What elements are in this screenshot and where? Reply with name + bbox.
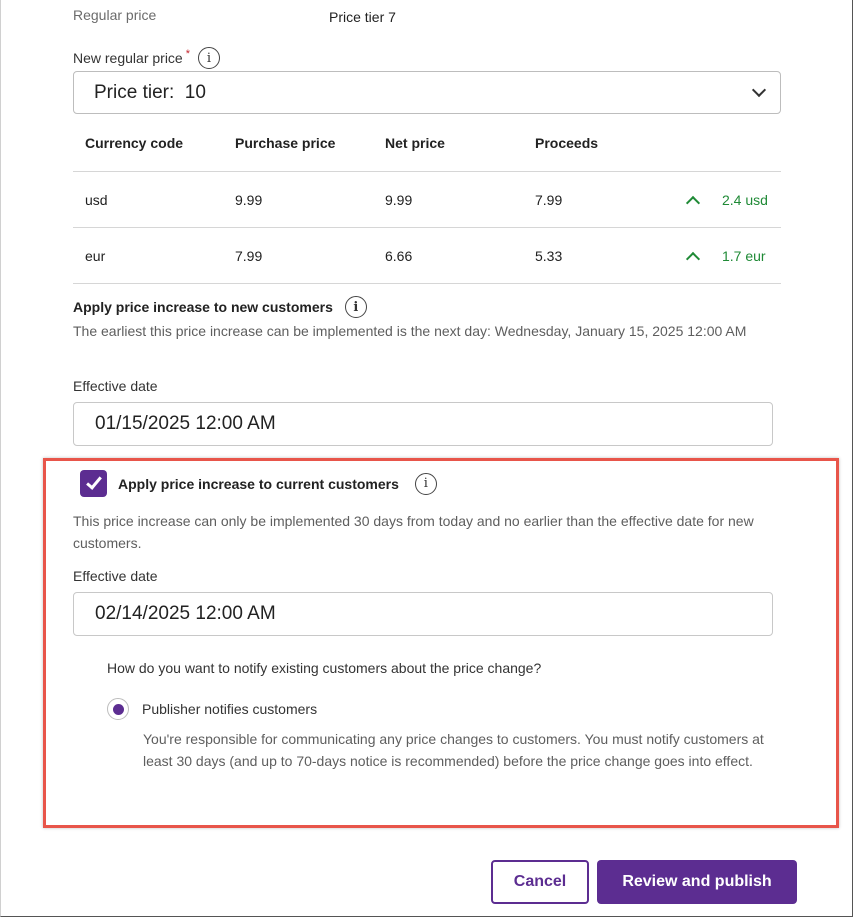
purchase-price-cell: 7.99 — [235, 247, 263, 264]
purchase-price-cell: 9.99 — [235, 191, 263, 208]
proceeds-cell: 7.99 — [535, 191, 563, 208]
effective-date-value: 02/14/2025 12:00 AM — [95, 603, 276, 624]
current-customers-checkbox[interactable] — [80, 470, 107, 497]
info-icon[interactable]: i — [345, 296, 367, 318]
net-price-cell: 6.66 — [385, 247, 413, 264]
arrow-up-icon — [686, 251, 700, 265]
info-icon[interactable]: i — [415, 473, 437, 495]
effective-date-label: Effective date — [73, 568, 158, 584]
currency-cell: eur — [85, 247, 106, 264]
publisher-notifies-radio[interactable] — [107, 698, 129, 720]
price-tier-select[interactable] — [73, 71, 781, 114]
radio-selected-dot — [113, 704, 124, 715]
currency-cell: usd — [85, 191, 108, 208]
new-customers-section-title — [73, 296, 367, 318]
notify-option-row — [107, 698, 317, 720]
price-change-cell — [688, 172, 768, 227]
table-row — [73, 172, 781, 228]
radio-option-description: You're responsible for communicating any price changes to customers. You must notify customers at least 30 days (and up to 70-days notice is recommended) before the price change goes into effect. — [143, 731, 764, 769]
column-header: Net price — [385, 135, 445, 151]
table-row — [73, 228, 781, 284]
effective-date-label: Effective date — [73, 378, 158, 394]
new-customers-description: The earliest this price increase can be implemented is the next day: Wednesday, January 15, 2025 12:00 AM — [73, 323, 747, 339]
new-regular-price-label — [73, 47, 220, 69]
column-header: Purchase price — [235, 135, 336, 151]
chevron-down-icon — [752, 82, 766, 96]
arrow-up-icon — [686, 195, 700, 209]
current-customers-title: Apply price increase to current customers — [118, 475, 399, 492]
price-change-value: 2.4 usd — [722, 191, 768, 208]
required-marker: * — [185, 48, 190, 60]
current-customers-description: This price increase can only be implemented 30 days from today and no earlier than the effective date for new customers. — [73, 513, 754, 551]
price-change-value: 1.7 eur — [722, 247, 766, 264]
radio-option-label: Publisher notifies customers — [142, 701, 318, 717]
price-tier-selected: Price tier: 10 — [94, 81, 206, 103]
regular-price-value: Price tier 7 — [329, 9, 396, 25]
regular-price-label: Regular price — [73, 7, 157, 23]
new-customers-effective-date-input[interactable] — [73, 402, 773, 446]
info-icon[interactable]: i — [198, 47, 220, 69]
table-header-row — [73, 115, 781, 172]
checkmark-icon — [86, 473, 102, 490]
price-change-cell — [688, 228, 766, 283]
effective-date-value: 01/15/2025 12:00 AM — [95, 413, 276, 434]
current-customers-checkbox-row — [80, 470, 437, 497]
net-price-cell: 9.99 — [385, 191, 413, 208]
cancel-button[interactable]: Cancel — [491, 860, 589, 904]
column-header: Currency code — [85, 135, 184, 151]
proceeds-cell: 5.33 — [535, 247, 563, 264]
review-and-publish-button[interactable]: Review and publish — [597, 860, 797, 904]
new-customers-title-text: Apply price increase to new customers — [73, 299, 333, 315]
column-header: Proceeds — [535, 135, 599, 151]
notify-question: How do you want to notify existing customers about the price change? — [107, 660, 542, 676]
new-price-label-text: New regular price — [73, 50, 183, 66]
currency-table — [73, 115, 781, 284]
current-customers-effective-date-input[interactable] — [73, 592, 773, 636]
